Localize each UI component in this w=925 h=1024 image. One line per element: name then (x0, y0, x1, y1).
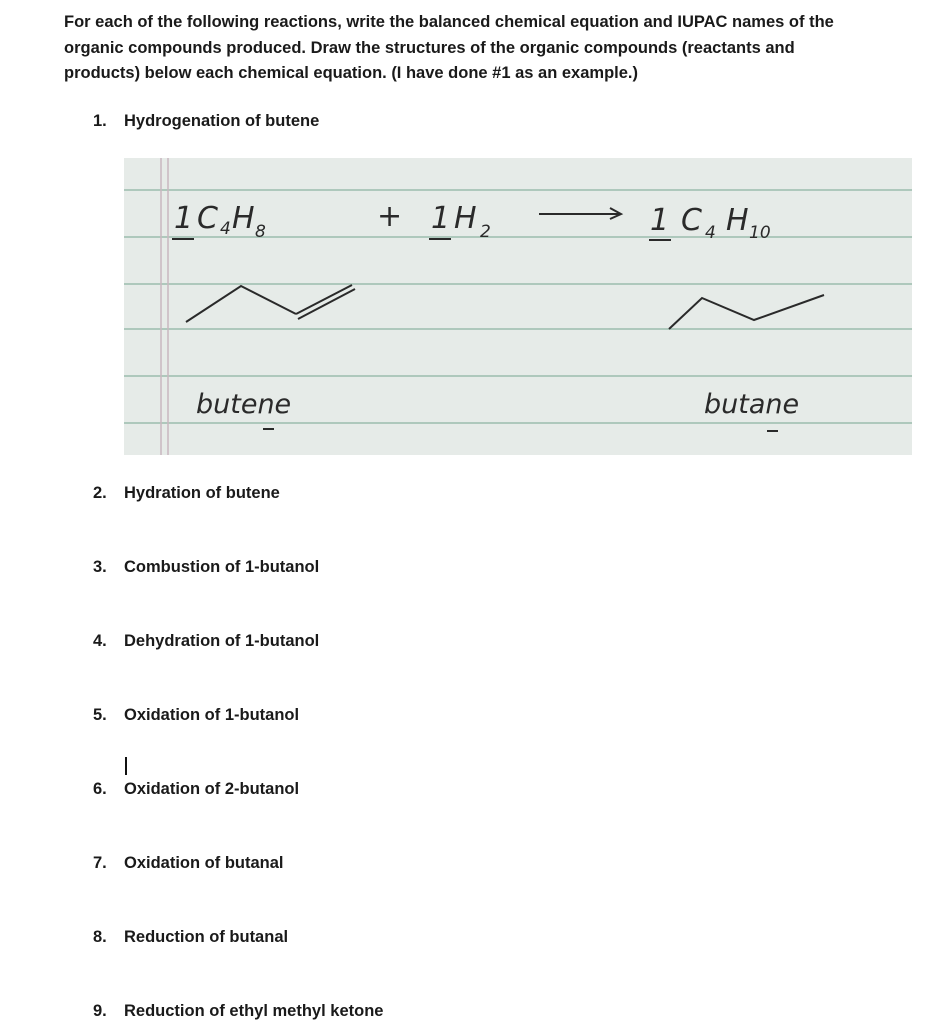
reactant-1-formula (172, 201, 266, 242)
reactant-name: butene (196, 389, 292, 420)
product-hydrogen-subscript: 10 (749, 223, 771, 243)
product-hydrogen: H (726, 203, 749, 238)
question-number: 7. (93, 854, 107, 872)
instructions-text: For each of the following reactions, write the balanced chemical equation and IUPAC names of the organic compounds produced. Draw the structures of the organic compounds (reactants and products) below each chemical equation. (I have done #1 as an example.) (64, 13, 834, 82)
question-label: Oxidation of 2-butanol (124, 780, 300, 798)
reaction-arrow-icon (539, 208, 621, 219)
plus-sign: + (377, 199, 403, 234)
reactant-2-hydrogen: H (454, 201, 477, 236)
question-label: Oxidation of butanal (124, 854, 284, 872)
question-5 (93, 705, 299, 725)
notebook-paper-sketch (124, 158, 912, 455)
question-number: 2. (93, 484, 107, 502)
question-7 (93, 853, 284, 873)
reactant-1-carbon-subscript: 4 (220, 219, 231, 239)
reactant-1-carbon: C (197, 201, 218, 236)
product-formula (649, 203, 771, 243)
question-label: Reduction of ethyl methyl ketone (124, 1002, 384, 1020)
question-9 (93, 1001, 383, 1021)
question-1 (93, 111, 319, 131)
reactant-2-formula (429, 201, 491, 242)
question-number: 5. (93, 706, 107, 724)
reactant-1-hydrogen-subscript: 8 (255, 222, 266, 242)
question-label: Dehydration of 1-butanol (124, 632, 320, 650)
text-cursor[interactable] (125, 757, 127, 775)
question-2 (93, 483, 280, 503)
butene-structure-drawing (186, 285, 355, 322)
question-label: Combustion of 1-butanol (124, 558, 320, 576)
question-number: 9. (93, 1002, 107, 1020)
question-label: Oxidation of 1-butanol (124, 706, 300, 724)
reactant-2-subscript: 2 (480, 222, 491, 242)
product-name: butane (704, 389, 800, 420)
reactant-1-hydrogen: H (232, 201, 255, 236)
margin-lines (161, 158, 168, 455)
question-6 (93, 779, 299, 799)
question-8 (93, 927, 288, 947)
reactant-2-coefficient: 1 (431, 201, 451, 236)
handwritten-example-photo (124, 158, 912, 455)
question-label: Hydration of butene (124, 484, 280, 502)
question-label: Reduction of butanal (124, 928, 289, 946)
question-number: 4. (93, 632, 107, 650)
product-carbon-subscript: 4 (705, 223, 716, 243)
product-carbon: C (681, 203, 702, 238)
reactant-1-coefficient: 1 (174, 201, 194, 236)
question-number: 6. (93, 780, 107, 798)
question-number: 3. (93, 558, 107, 576)
question-3 (93, 557, 319, 577)
question-number: 8. (93, 928, 107, 946)
question-4 (93, 631, 319, 651)
question-number: 1. (93, 112, 107, 130)
butane-structure-drawing (669, 295, 824, 329)
question-label: Hydrogenation of butene (124, 112, 320, 130)
product-coefficient: 1 (650, 203, 670, 238)
